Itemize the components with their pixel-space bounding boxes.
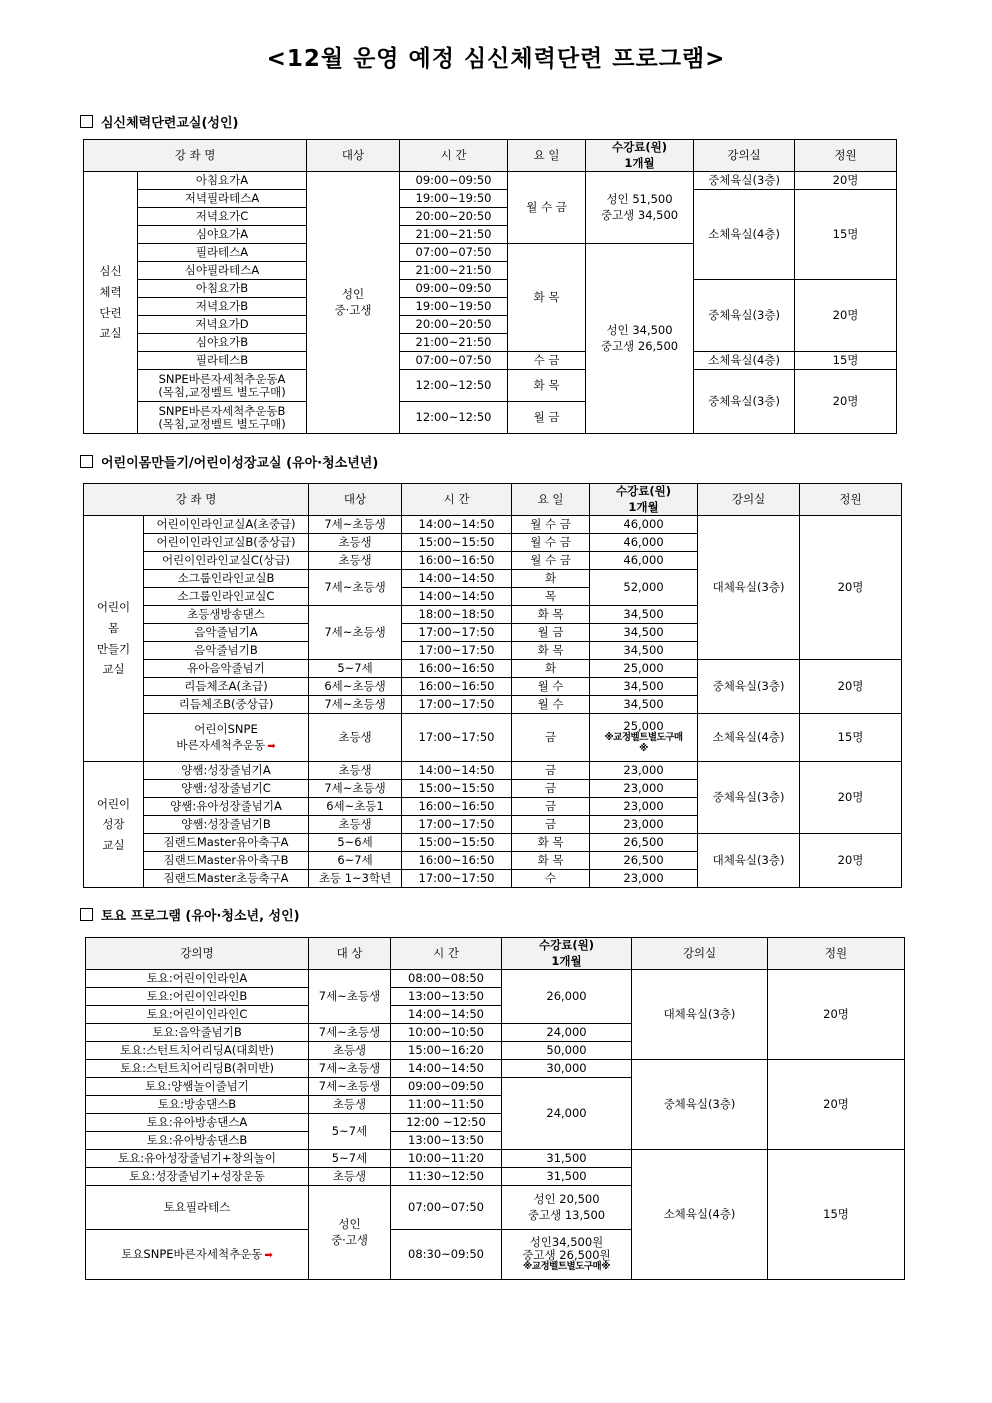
time-cell: 14:00~14:50 (402, 588, 512, 606)
target-cell: 성인 중·고생 (307, 172, 400, 434)
target-cell: 5~7세 (309, 1150, 391, 1168)
day-cell: 금 (512, 780, 590, 798)
course-name: 토요:성장줄넘기+성장운동 (86, 1168, 309, 1186)
fee-value: 25,000 (623, 719, 664, 733)
course-name (86, 1230, 309, 1280)
table-row (84, 370, 897, 402)
header-course: 강의명 (86, 938, 309, 970)
target-cell: 5~7세 (309, 1114, 391, 1150)
capacity-cell: 20명 (800, 834, 902, 888)
time-cell: 16:00~16:50 (402, 678, 512, 696)
section2-heading-text: 어린이몸만들기/어린이성장교실 (유아·청소년년) (101, 456, 379, 471)
header-capacity: 정원 (768, 938, 905, 970)
course-name: 토요:스턴트치어리딩A(대회반) (86, 1042, 309, 1060)
day-cell: 월 수 금 (512, 516, 590, 534)
header-target: 대상 (309, 484, 402, 516)
time-cell: 14:00~14:50 (391, 1060, 502, 1078)
room-cell: 중체육실(3층) (632, 1060, 768, 1150)
capacity-cell: 20명 (795, 370, 897, 434)
course-name: 심야요가A (138, 226, 307, 244)
header-fee: 수강료(원) 1개월 (590, 484, 698, 516)
fee-note: ※교정벨트별도구매※ (523, 1261, 610, 1273)
table-row (84, 280, 897, 298)
time-cell: 07:00~07:50 (391, 1186, 502, 1230)
time-cell: 14:00~14:50 (402, 516, 512, 534)
header-fee: 수강료(원) 1개월 (502, 938, 632, 970)
target-cell: 초등생 (309, 552, 402, 570)
capacity-cell: 20명 (800, 516, 902, 660)
course-name-text: 토요SNPE바른자세척추운동 (121, 1246, 263, 1261)
course-name: 소그룹인라인교실B (144, 570, 309, 588)
header-target: 대 상 (309, 938, 391, 970)
fee-cell: 23,000 (590, 816, 698, 834)
fee-cell: 23,000 (590, 762, 698, 780)
fee-cell: 50,000 (502, 1042, 632, 1060)
course-name: SNPE바른자세척추운동B (목침,교정벨트 별도구매) (138, 402, 307, 434)
time-cell: 08:00~08:50 (391, 970, 502, 988)
table-header-row (84, 140, 897, 172)
checkbox-icon (80, 115, 93, 128)
table-row (84, 714, 902, 762)
course-name: 양쌤:유아성장줄넘기A (144, 798, 309, 816)
target-cell: 초등생 (309, 1042, 391, 1060)
course-name: 양쌤:성장줄넘기A (144, 762, 309, 780)
table-row (84, 660, 902, 678)
room-cell: 중체육실(3층) (698, 762, 800, 834)
target-cell: 7세~초등생 (309, 516, 402, 534)
course-name: 저녁요가D (138, 316, 307, 334)
course-name: 음악줄넘기B (144, 642, 309, 660)
target-cell: 초등생 (309, 1096, 391, 1114)
time-cell: 19:00~19:50 (400, 298, 508, 316)
target-cell: 5~6세 (309, 834, 402, 852)
target-cell: 7세~초등생 (309, 970, 391, 1024)
fee-cell: 26,000 (502, 970, 632, 1024)
time-cell: 12:00~12:50 (400, 370, 508, 402)
time-cell: 20:00~20:50 (400, 316, 508, 334)
course-name: 어린이인라인교실C(상급) (144, 552, 309, 570)
course-name: 아침요가A (138, 172, 307, 190)
day-cell: 목 (512, 588, 590, 606)
fee-cell: 26,500 (590, 852, 698, 870)
header-room: 강의실 (694, 140, 795, 172)
fee-cell: 24,000 (502, 1078, 632, 1150)
table-header-row (86, 938, 905, 970)
time-cell: 12:00 ~12:50 (391, 1114, 502, 1132)
group-label: 어린이 몸 만들기 교실 (84, 516, 144, 762)
course-name-text: 어린이SNPE 바른자세척추운동 (176, 722, 266, 752)
capacity-cell: 15명 (795, 352, 897, 370)
room-cell: 중체육실(3층) (694, 370, 795, 434)
section2-table (83, 483, 902, 888)
day-cell: 화 (512, 660, 590, 678)
target-cell: 초등생 (309, 762, 402, 780)
target-cell: 6세~초등생 (309, 678, 402, 696)
fee-cell: 23,000 (590, 780, 698, 798)
course-name: 토요:어린이인라인C (86, 1006, 309, 1024)
time-cell: 21:00~21:50 (400, 334, 508, 352)
day-cell: 화 목 (508, 244, 586, 352)
day-cell: 금 (512, 762, 590, 780)
course-name: 짐랜드Master유아축구A (144, 834, 309, 852)
time-cell: 13:00~13:50 (391, 1132, 502, 1150)
course-name: 토요:어린이인라인B (86, 988, 309, 1006)
time-cell: 17:00~17:50 (402, 624, 512, 642)
course-name: 유아음악줄넘기 (144, 660, 309, 678)
course-name: 토요:어린이인라인A (86, 970, 309, 988)
time-cell: 08:30~09:50 (391, 1230, 502, 1280)
time-cell: 12:00~12:50 (400, 402, 508, 434)
table-row (84, 834, 902, 852)
day-cell: 월 수 금 (512, 552, 590, 570)
table-row (86, 1060, 905, 1078)
target-cell: 7세~초등생 (309, 1060, 391, 1078)
room-cell: 소체육실(4층) (698, 714, 800, 762)
day-cell: 월 금 (508, 402, 586, 434)
time-cell: 14:00~14:50 (391, 1006, 502, 1024)
day-cell: 월 금 (512, 624, 590, 642)
header-fee: 수강료(원) 1개월 (586, 140, 694, 172)
target-cell: 7세~초등생 (309, 780, 402, 798)
time-cell: 13:00~13:50 (391, 988, 502, 1006)
fee-note: ※교정벨트별도구매 ※ (604, 732, 683, 755)
fee-cell: 24,000 (502, 1024, 632, 1042)
fee-cell: 30,000 (502, 1060, 632, 1078)
time-cell: 14:00~14:50 (402, 570, 512, 588)
time-cell: 10:00~10:50 (391, 1024, 502, 1042)
room-cell: 소체육실(4층) (694, 190, 795, 280)
checkbox-icon (80, 455, 93, 468)
day-cell: 월 수 (512, 678, 590, 696)
day-cell: 화 목 (512, 834, 590, 852)
header-capacity: 정원 (795, 140, 897, 172)
table-row (84, 172, 897, 190)
capacity-cell: 15명 (795, 190, 897, 280)
course-name: 필라테스B (138, 352, 307, 370)
target-cell: 성인 중·고생 (309, 1186, 391, 1280)
fee-value: 성인34,500원 중고생 26,500원 (522, 1234, 611, 1263)
header-day: 요 일 (512, 484, 590, 516)
course-name: 토요:양쌤놀이줄넘기 (86, 1078, 309, 1096)
fee-cell: 성인 20,500 중고생 13,500 (502, 1186, 632, 1230)
fee-cell: 34,500 (590, 696, 698, 714)
header-day: 요 일 (508, 140, 586, 172)
course-name: 짐랜드Master유아축구B (144, 852, 309, 870)
time-cell: 21:00~21:50 (400, 262, 508, 280)
header-course: 강 좌 명 (84, 140, 307, 172)
target-cell: 7세~초등생 (309, 606, 402, 660)
time-cell: 07:00~07:50 (400, 244, 508, 262)
fee-cell: 31,500 (502, 1150, 632, 1168)
capacity-cell: 20명 (800, 660, 902, 714)
table-row (84, 762, 902, 780)
day-cell: 화 목 (512, 606, 590, 624)
time-cell: 17:00~17:50 (402, 816, 512, 834)
target-cell: 7세~초등생 (309, 1024, 391, 1042)
time-cell: 15:00~15:50 (402, 534, 512, 552)
time-cell: 09:00~09:50 (391, 1078, 502, 1096)
header-time: 시 간 (400, 140, 508, 172)
fee-cell (502, 1230, 632, 1280)
header-room: 강의실 (698, 484, 800, 516)
header-time: 시 간 (402, 484, 512, 516)
room-cell: 소체육실(4층) (694, 352, 795, 370)
time-cell: 09:00~09:50 (400, 280, 508, 298)
time-cell: 16:00~16:50 (402, 660, 512, 678)
time-cell: 16:00~16:50 (402, 798, 512, 816)
course-name: 소그룹인라인교실C (144, 588, 309, 606)
course-name: 짐랜드Master초등축구A (144, 870, 309, 888)
fee-cell: 26,500 (590, 834, 698, 852)
target-cell: 초등생 (309, 816, 402, 834)
time-cell: 17:00~17:50 (402, 696, 512, 714)
section3-heading (80, 905, 300, 924)
time-cell: 15:00~15:50 (402, 780, 512, 798)
day-cell: 화 목 (512, 852, 590, 870)
fee-cell: 25,000 (590, 660, 698, 678)
fee-cell: 23,000 (590, 798, 698, 816)
day-cell: 월 수 금 (508, 172, 586, 244)
time-cell: 15:00~16:20 (391, 1042, 502, 1060)
course-name: 저녁필라테스A (138, 190, 307, 208)
target-cell: 초등생 (309, 1168, 391, 1186)
fee-cell: 성인 51,500 중고생 34,500 (586, 172, 694, 244)
course-name: 토요필라테스 (86, 1186, 309, 1230)
page-title: <12월 운영 예정 심신체력단련 프로그램> (266, 46, 726, 72)
target-cell: 6세~초등1 (309, 798, 402, 816)
time-cell: 16:00~16:50 (402, 552, 512, 570)
course-name: 양쌤:성장줄넘기B (144, 816, 309, 834)
course-name: 어린이인라인교실A(초중급) (144, 516, 309, 534)
room-cell: 대체육실(3층) (698, 516, 800, 660)
target-cell: 7세~초등생 (309, 570, 402, 606)
day-cell: 화 (512, 570, 590, 588)
target-cell: 5~7세 (309, 660, 402, 678)
course-name: 저녁요가C (138, 208, 307, 226)
capacity-cell: 20명 (800, 762, 902, 834)
course-name: 토요:스턴트치어리딩B(취미반) (86, 1060, 309, 1078)
course-name: 저녁요가B (138, 298, 307, 316)
fee-cell: 31,500 (502, 1168, 632, 1186)
target-cell: 초등 1~3학년 (309, 870, 402, 888)
course-name: 리듬체조A(초급) (144, 678, 309, 696)
header-course: 강 좌 명 (84, 484, 309, 516)
target-cell: 6~7세 (309, 852, 402, 870)
arrow-icon: ➡ (267, 740, 276, 752)
course-name: 필라테스A (138, 244, 307, 262)
group-label: 어린이 성장 교실 (84, 762, 144, 888)
course-name (144, 714, 309, 762)
target-cell: 초등생 (309, 534, 402, 552)
table-row (84, 352, 897, 370)
capacity-cell: 20명 (795, 280, 897, 352)
capacity-cell: 15명 (800, 714, 902, 762)
fee-cell: 34,500 (590, 624, 698, 642)
section2-heading (80, 452, 378, 471)
time-cell: 11:30~12:50 (391, 1168, 502, 1186)
header-capacity: 정원 (800, 484, 902, 516)
table-row (86, 970, 905, 988)
room-cell: 소체육실(4층) (632, 1150, 768, 1280)
fee-cell: 34,500 (590, 678, 698, 696)
time-cell: 19:00~19:50 (400, 190, 508, 208)
header-room: 강의실 (632, 938, 768, 970)
time-cell: 18:00~18:50 (402, 606, 512, 624)
header-time: 시 간 (391, 938, 502, 970)
day-cell: 금 (512, 798, 590, 816)
fee-cell: 46,000 (590, 534, 698, 552)
fee-cell: 34,500 (590, 642, 698, 660)
section1-heading (80, 112, 238, 131)
room-cell: 대체육실(3층) (698, 834, 800, 888)
course-name: SNPE바른자세척추운동A (목침,교정벨트 별도구매) (138, 370, 307, 402)
course-name: 어린이인라인교실B(중상급) (144, 534, 309, 552)
target-cell: 초등생 (309, 714, 402, 762)
time-cell: 10:00~11:20 (391, 1150, 502, 1168)
course-name: 토요:유아방송댄스B (86, 1132, 309, 1150)
table-header-row (84, 484, 902, 516)
day-cell: 수 금 (508, 352, 586, 370)
course-name: 리듬체조B(중상급) (144, 696, 309, 714)
course-name: 토요:유아성장줄넘기+창의놀이 (86, 1150, 309, 1168)
capacity-cell: 20명 (768, 1060, 905, 1150)
course-name: 토요:유아방송댄스A (86, 1114, 309, 1132)
fee-cell: 52,000 (590, 570, 698, 606)
time-cell: 14:00~14:50 (402, 762, 512, 780)
time-cell: 16:00~16:50 (402, 852, 512, 870)
time-cell: 17:00~17:50 (402, 870, 512, 888)
course-name: 심야요가B (138, 334, 307, 352)
time-cell: 07:00~07:50 (400, 352, 508, 370)
fee-cell: 46,000 (590, 516, 698, 534)
fee-cell (590, 714, 698, 762)
room-cell: 중체육실(3층) (694, 280, 795, 352)
time-cell: 15:00~15:50 (402, 834, 512, 852)
target-cell: 7세~초등생 (309, 1078, 391, 1096)
time-cell: 11:00~11:50 (391, 1096, 502, 1114)
room-cell: 중체육실(3층) (694, 172, 795, 190)
day-cell: 월 수 금 (512, 534, 590, 552)
course-name: 아침요가B (138, 280, 307, 298)
section3-heading-text: 토요 프로그램 (유아·청소년, 성인) (101, 909, 300, 924)
time-cell: 21:00~21:50 (400, 226, 508, 244)
target-cell: 7세~초등생 (309, 696, 402, 714)
checkbox-icon (80, 908, 93, 921)
capacity-cell: 15명 (768, 1150, 905, 1280)
course-name: 초등생방송댄스 (144, 606, 309, 624)
header-target: 대상 (307, 140, 400, 172)
fee-cell: 성인 34,500 중고생 26,500 (586, 244, 694, 434)
day-cell: 화 목 (512, 642, 590, 660)
course-name: 음악줄넘기A (144, 624, 309, 642)
course-name: 양쌤:성장줄넘기C (144, 780, 309, 798)
day-cell: 월 수 (512, 696, 590, 714)
day-cell: 금 (512, 816, 590, 834)
table-row (84, 190, 897, 208)
fee-cell: 46,000 (590, 552, 698, 570)
time-cell: 17:00~17:50 (402, 714, 512, 762)
course-name: 심야필라테스A (138, 262, 307, 280)
capacity-cell: 20명 (795, 172, 897, 190)
room-cell: 대체육실(3층) (632, 970, 768, 1060)
time-cell: 17:00~17:50 (402, 642, 512, 660)
table-row (84, 516, 902, 534)
table-row (86, 1150, 905, 1168)
section1-table (83, 139, 897, 434)
section3-table (85, 937, 905, 1280)
fee-cell: 23,000 (590, 870, 698, 888)
capacity-cell: 20명 (768, 970, 905, 1060)
day-cell: 수 (512, 870, 590, 888)
course-name: 토요:방송댄스B (86, 1096, 309, 1114)
arrow-icon: ➡ (264, 1249, 273, 1261)
time-cell: 09:00~09:50 (400, 172, 508, 190)
fee-cell: 34,500 (590, 606, 698, 624)
day-cell: 화 목 (508, 370, 586, 402)
room-cell: 중체육실(3층) (698, 660, 800, 714)
day-cell: 금 (512, 714, 590, 762)
time-cell: 20:00~20:50 (400, 208, 508, 226)
course-name: 토요:음악줄넘기B (86, 1024, 309, 1042)
section1-heading-text: 심신체력단련교실(성인) (101, 116, 239, 131)
group-label: 심신 체력 단련 교실 (84, 172, 138, 434)
